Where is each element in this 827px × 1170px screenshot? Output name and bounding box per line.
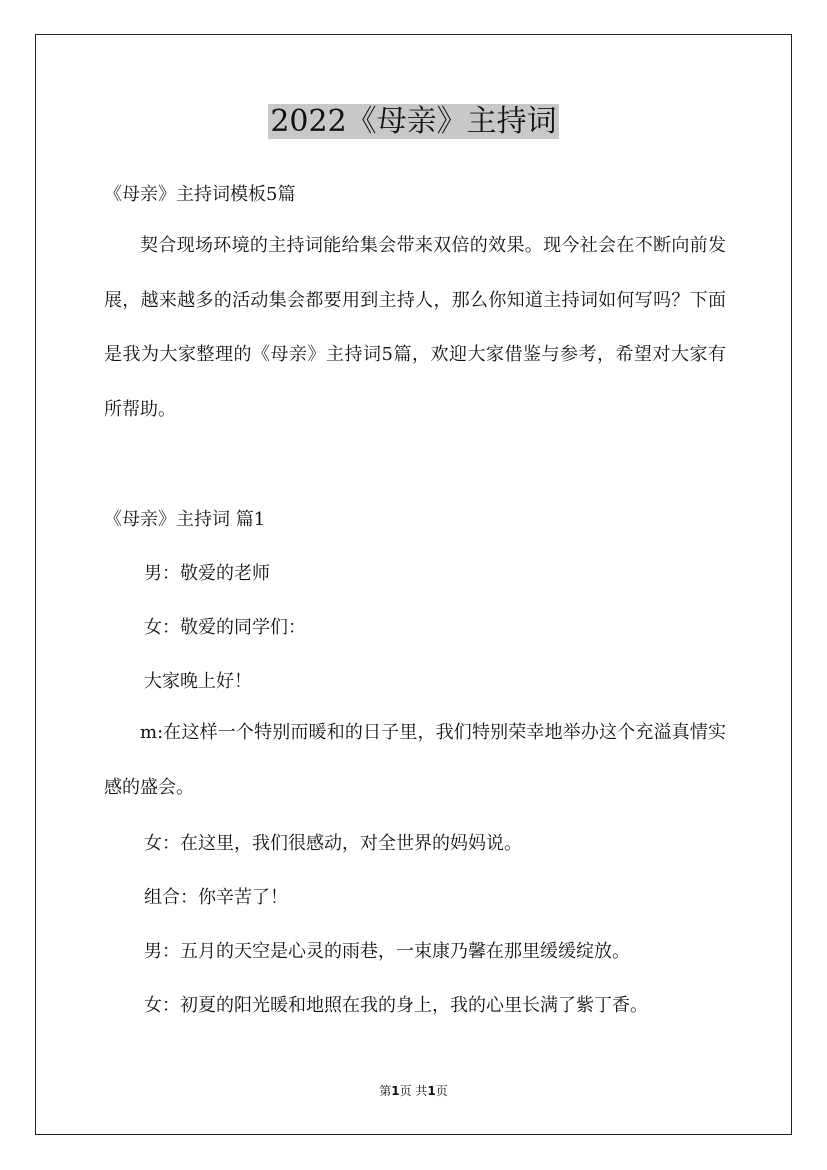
dialogue-line-7: 男：五月的天空是心灵的雨巷，一束康乃馨在那里缓缓绽放。 [144, 941, 630, 962]
footer-page-current: 1 [391, 1084, 400, 1098]
footer-prefix: 第 [379, 1084, 392, 1098]
dialogue-line-5: 女：在这里，我们很感动，对全世界的妈妈说。 [144, 833, 522, 854]
dialogue-line-8: 女：初夏的阳光暖和地照在我的身上，我的心里长满了紫丁香。 [144, 995, 648, 1016]
section-heading: 《母亲》主持词 篇1 [104, 509, 266, 530]
intro-paragraph: 契合现场环境的主持词能给集会带来双倍的效果。现今社会在不断向前发展，越来越多的活动集会都要用到主持人，那么你知道主持词如何写吗？下面是我为大家整理的《母亲》主持词5篇，欢迎大家借鉴与参考，希望对大家有所帮助。 [104, 235, 726, 420]
footer-suffix: 页 [435, 1084, 448, 1098]
dialogue-line-1: 男：敬爱的老师 [144, 563, 270, 584]
dialogue-line-3: 大家晚上好！ [144, 671, 252, 692]
dialogue-line-6: 组合：你辛苦了！ [144, 887, 288, 908]
dialogue-line-2: 女：敬爱的同学们： [144, 617, 306, 638]
document-title-text: 2022《母亲》主持词 [270, 104, 557, 139]
footer-page-total: 1 [427, 1084, 436, 1098]
document-title [0, 102, 827, 142]
dialogue-line-4: m:在这样一个特别而暖和的日子里，我们特别荣幸地举办这个充溢真情实感的盛会。 [104, 722, 726, 798]
document-subtitle: 《母亲》主持词模板5篇 [104, 184, 296, 205]
footer-mid: 页 共 [399, 1084, 428, 1098]
page-footer [0, 1083, 827, 1099]
